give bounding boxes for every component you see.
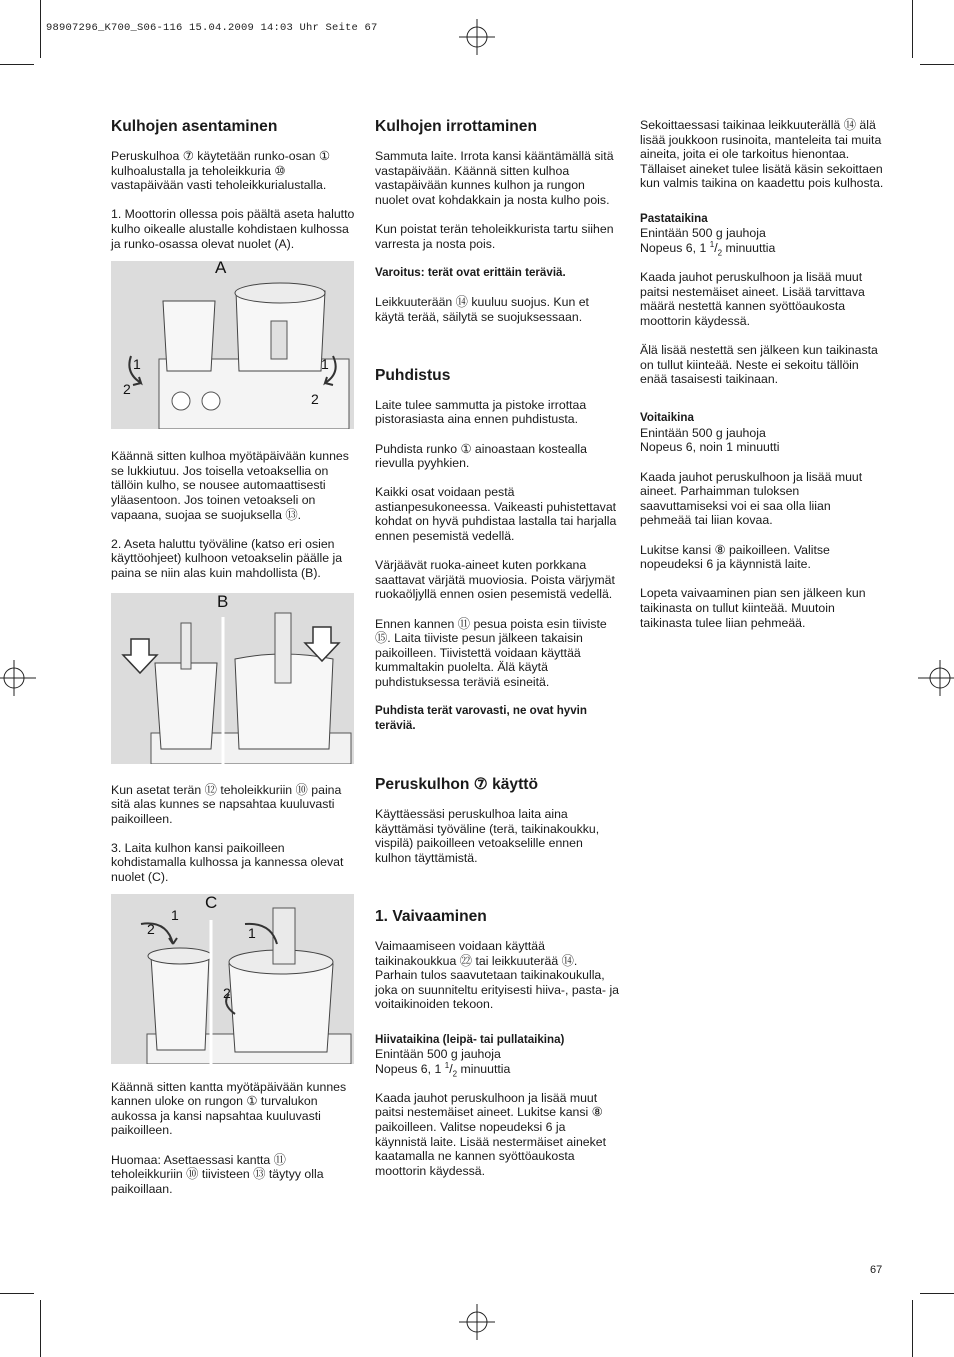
figure-b: [111, 593, 354, 764]
paragraph: Lukitse kansi ⑧ paikoilleen. Valitse nopeudeksi 6 ja käynnistä laite.: [640, 542, 830, 572]
crop-mark: [40, 0, 41, 58]
crop-mark: [0, 1293, 34, 1294]
paragraph: Huomaa: Asettaessasi kantta ⑪ teholeikkuriin ⑩ tiivisteen ⑬ täytyy olla paikoillaan.: [111, 1152, 324, 1196]
recipe-title: Pastataikina: [640, 211, 708, 225]
section-title: Peruskulhon ⑦ käyttö: [375, 775, 539, 793]
paragraph: Lopeta vaivaaminen pian sen jälkeen kun taikinasta on tullut kiinteää. Muutoin taikinasta tulee liian pehmeää.: [640, 586, 866, 630]
section-title: Kulhojen asentaminen: [111, 118, 278, 135]
recipe-title: Voitaikina: [640, 411, 694, 425]
recipe-line: Enintään 500 g jauhoja: [375, 1047, 501, 1062]
paragraph: 2. Aseta haluttu työväline (katso eri osien käyttöohjeet) kulhoon vetoakselin päälle ja paina se niin alas kuin mahdollista (B).: [111, 536, 343, 580]
crop-mark: [920, 1293, 954, 1294]
figure-label: B: [217, 591, 229, 611]
crop-mark: [912, 0, 913, 58]
paragraph: 3. Laita kulhon kansi paikoilleen kohdistamalla kulhossa ja kannessa olevat nuolet (C).: [111, 840, 344, 885]
paragraph: Kaada jauhot peruskulhoon ja lisää muut paitsi nestemäiset aineet. Lisää tarvittava määrä nestettä kannen syöttöaukosta moottorin käydessä.: [640, 269, 865, 328]
recipe-line: Nopeus 6, noin 1 minuutti: [640, 440, 780, 455]
svg-text:2: 2: [223, 984, 231, 1001]
recipe-line: Enintään 500 g jauhoja: [640, 226, 766, 241]
registration-mark-icon: [0, 660, 36, 696]
paragraph: Sammuta laite. Irrota kansi kääntämällä sitä vastapäivään. Käännä sitten kulhoa vastapäivään kunnes kulhon ja rungon nuolet ovat kohdakkain ja nosta kulho pois.: [375, 149, 614, 207]
paragraph: Älä lisää nestettä sen jälkeen kun taikinasta on tullut kiinteää. Neste ei sekoitu tällöin enää tasaisesti taikinaan.: [640, 342, 878, 387]
svg-text:1: 1: [171, 906, 179, 923]
paragraph: 1. Moottorin ollessa pois päältä aseta halutto kulho oikealle alustalle kohdistaen kulhossa ja runko-osassa olevat nuolet (A).: [111, 207, 355, 251]
paragraph: Laite tulee sammutta ja pistoke irrottaa pistorasiasta aina ennen puhdistusta.: [375, 397, 587, 427]
column-1: [111, 118, 356, 1211]
figure-c: [111, 894, 354, 1064]
paragraph: Vaimaamiseen voidaan käyttää taikinakoukkua ㉒ tai leikkuuterää ⑭. Parhain tulos saavutetaan taikinakoukulla, joka on suunniteltu erityisesti hiiva-, pasta- ja voitaikinoiden tekoon.: [375, 938, 620, 1012]
paragraph: Käyttäessäsi peruskulhoa laita aina käyttämäsi työväline (terä, taikinakoukku, vispilä) paikoilleen vetoakselille ennen kulhon täyttämistä.: [375, 806, 600, 865]
warning-text: Varoitus: terät ovat erittäin teräviä.: [375, 265, 566, 279]
paragraph: Käännä sitten kantta myötäpäivään kunnes kannen uloke on rungon ① turvalukon aukossa ja kansi napsahtaa kuuluvasti paikoilleen.: [111, 1079, 347, 1138]
paragraph: Kaada jauhot peruskulhoon ja lisää muut aineet. Parhaimman tuloksen saavuttamiseksi voi ei saa olla liian pehmeää tai liian kovaa.: [640, 469, 863, 528]
crop-mark: [920, 64, 954, 65]
recipe-title: Hiivataikina (leipä- tai pullataikina): [375, 1032, 565, 1046]
recipe-line: Nopeus 6, 1 $^1/_2$ minuuttia: [640, 239, 776, 258]
paragraph: Leikkuuterään ⑭ kuuluu suojus. Kun et käytä terää, säilytä se suojuksessaan.: [375, 294, 589, 324]
recipe-line: Enintään 500 g jauhoja: [640, 425, 766, 440]
paragraph: Peruskulhoa ⑦ käytetään runko-osan ① kulhoalustalla ja teholeikkuria ⑩ vastapäivään vasti teholeikkurialustalla.: [111, 149, 330, 193]
registration-mark-icon: [459, 1304, 495, 1340]
svg-text:1: 1: [321, 356, 329, 373]
paragraph: Käännä sitten kulhoa myötäpäivään kunnes se lukkiutuu. Jos toisella vetoaksellia on tällöin kulho, se nousee automaattisesti yläasentoon. Jos toinen vetoakseli on vapaana, suojaa se suojuksella ⑬.: [111, 449, 349, 522]
svg-text:1: 1: [133, 356, 141, 373]
figure-label: A: [215, 258, 227, 278]
paragraph: Kaikki osat voidaan pestä astianpesukoneessa. Vaikeasti puhistettavat kohdat on hyvä puhdistaa lastalla tai harjalla ennen pesemistä vedellä.: [375, 485, 617, 544]
paragraph: Kun asetat terän ⑫ teholeikkuriin ⑩ paina sitä alas kunnes se napsahtaa kuuluvasti paikoilleen.: [111, 782, 342, 826]
section-title: Kulhojen irrottaminen: [375, 118, 538, 135]
print-header: 98907296_K700_S06-116 15.04.2009 14:03 Uhr Seite 67: [46, 22, 378, 34]
registration-mark-icon: [459, 19, 495, 55]
figure-a: [111, 258, 354, 429]
figure-label: C: [205, 892, 218, 912]
registration-mark-icon: [918, 660, 954, 696]
svg-text:2: 2: [123, 381, 131, 398]
paragraph: Puhdista runko ① ainoastaan kostealla rievulla pyyhkien.: [375, 441, 588, 471]
svg-text:1: 1: [248, 924, 256, 941]
recipe-line: Nopeus 6, 1 $^1/_2$ minuuttia: [375, 1060, 511, 1079]
crop-mark: [40, 1300, 41, 1357]
column-3: [640, 118, 885, 645]
paragraph: Kaada jauhot peruskulhoon ja lisää muut paitsi nestemäiset aineet. Lukitse kansi ⑧ paikoilleen. Valitse nopeudeksi 6 ja käynnistä laite. Lisää nestermäiset aineket kaatamalla ne kannen syöttöaukosta moottorin käydessä.: [375, 1090, 607, 1178]
paragraph: Sekoittaessasi taikinaa leikkuuterällä ⑭ älä lisää joukkoon rusinoita, manteleita tai muita aineita, joita ei ole tarkoitus hienontaa. Tällaiset aineket tulee lisätä käsin sekoittaen kun valmis taikina on kaadettu pois kulhosta.: [640, 118, 884, 191]
svg-text:2: 2: [311, 391, 319, 408]
paragraph: Ennen kannen ⑪ pesua poista esin tiiviste ⑮. Laita tiiviste pesun jälkeen takaisin paikoilleen. Tiivistettä voidaan käyttää kummaltakin puolelta. Älä käytä puhdistuksessa teräviä esineitä.: [375, 616, 607, 689]
page-number: 67: [870, 1264, 883, 1276]
section-title: 1. Vaivaaminen: [375, 907, 487, 925]
paragraph: Värjäävät ruoka-aineet kuten porkkana saattavat värjätä muoviosia. Poista värjymät ruokaöljyllä ennen osien pesemistä vedellä.: [375, 558, 615, 602]
crop-mark: [912, 1300, 913, 1357]
column-2: [375, 118, 620, 1193]
paragraph: Kun poistat terän teholeikkurista tartu siihen varresta ja nosta pois.: [375, 221, 614, 251]
warning-text: Puhdista terät varovasti, ne ovat hyvin teräviä.: [375, 704, 587, 732]
crop-mark: [0, 64, 34, 65]
section-title: Puhdistus: [375, 366, 451, 384]
svg-text:2: 2: [147, 920, 155, 937]
